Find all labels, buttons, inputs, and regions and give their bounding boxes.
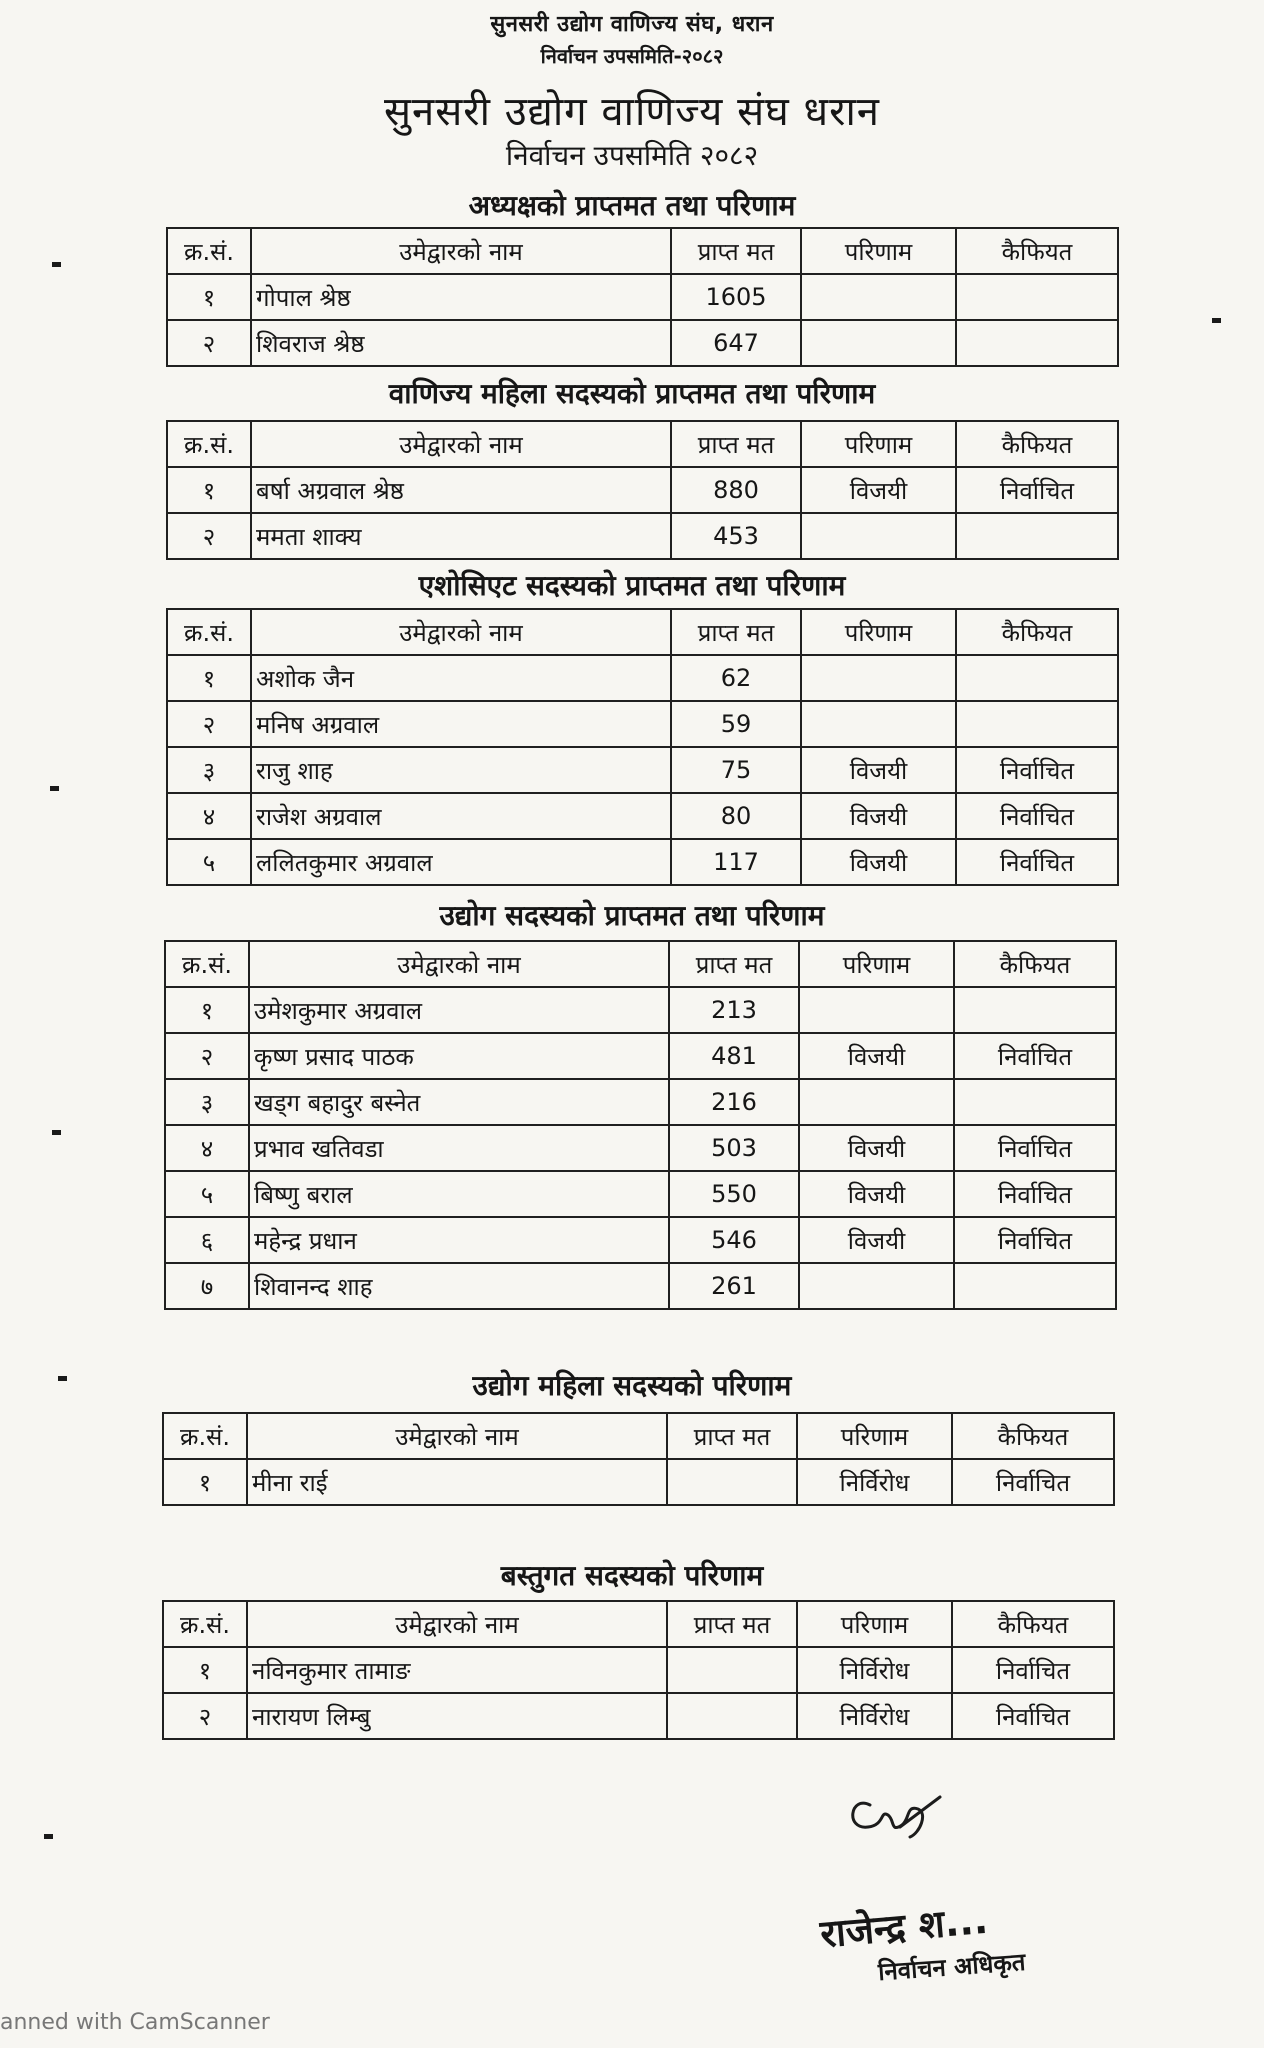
cell-remarks bbox=[954, 1263, 1116, 1309]
col-header-votes: प्राप्त मत bbox=[671, 421, 801, 467]
cell-candidate-name: कृष्ण प्रसाद पाठक bbox=[249, 1033, 669, 1079]
col-header-result: परिणाम bbox=[797, 1601, 952, 1647]
scan-speck bbox=[50, 786, 59, 791]
cell-candidate-name: ममता शाक्य bbox=[251, 513, 671, 559]
header-row bbox=[167, 228, 1118, 274]
industry-women-results-table bbox=[162, 1412, 1115, 1506]
cell-candidate-name: प्रभाव खतिवडा bbox=[249, 1125, 669, 1171]
cell-candidate-name: नविनकुमार तामाङ bbox=[247, 1647, 667, 1693]
cell-sn: ६ bbox=[165, 1217, 249, 1263]
cell-result bbox=[801, 274, 956, 320]
section-title-industry: उद्योग सदस्यको प्राप्तमत तथा परिणाम bbox=[439, 899, 825, 932]
cell-candidate-name: ललितकुमार अग्रवाल bbox=[251, 839, 671, 885]
commodity-results-table bbox=[162, 1600, 1115, 1740]
scan-speck bbox=[44, 1834, 53, 1839]
col-header-sn: क्र.सं. bbox=[167, 228, 251, 274]
header-row bbox=[163, 1413, 1114, 1459]
header-row bbox=[167, 609, 1118, 655]
cell-votes: 1605 bbox=[671, 274, 801, 320]
cell-votes bbox=[667, 1647, 797, 1693]
cell-votes: 503 bbox=[669, 1125, 799, 1171]
cell-result bbox=[801, 701, 956, 747]
cell-result bbox=[801, 655, 956, 701]
col-header-name: उमेद्वारको नाम bbox=[251, 609, 671, 655]
table-row bbox=[167, 839, 1118, 885]
stamp-line-committee: निर्वाचन उपसमिति-२०८२ bbox=[540, 44, 724, 68]
cell-remarks: निर्वाचित bbox=[956, 467, 1118, 513]
cell-votes: 213 bbox=[669, 987, 799, 1033]
table-row bbox=[167, 274, 1118, 320]
cell-result: विजयी bbox=[799, 1033, 954, 1079]
col-header-result: परिणाम bbox=[799, 941, 954, 987]
cell-result bbox=[799, 1263, 954, 1309]
cell-remarks: निर्वाचित bbox=[952, 1459, 1114, 1505]
col-header-result: परिणाम bbox=[801, 228, 956, 274]
cell-candidate-name: महेन्द्र प्रधान bbox=[249, 1217, 669, 1263]
cell-sn: १ bbox=[165, 987, 249, 1033]
col-header-sn: क्र.सं. bbox=[167, 421, 251, 467]
header-row bbox=[165, 941, 1116, 987]
cell-candidate-name: बिष्णु बराल bbox=[249, 1171, 669, 1217]
cell-sn: ५ bbox=[165, 1171, 249, 1217]
col-header-remarks: कैफियत bbox=[956, 421, 1118, 467]
col-header-result: परिणाम bbox=[797, 1413, 952, 1459]
table-row bbox=[167, 320, 1118, 366]
table-row bbox=[165, 987, 1116, 1033]
cell-candidate-name: उमेशकुमार अग्रवाल bbox=[249, 987, 669, 1033]
cell-votes: 59 bbox=[671, 701, 801, 747]
col-header-name: उमेद्वारको नाम bbox=[249, 941, 669, 987]
cell-candidate-name: खड्ग बहादुर बस्नेत bbox=[249, 1079, 669, 1125]
cell-candidate-name: अशोक जैन bbox=[251, 655, 671, 701]
cell-result: निर्विरोध bbox=[797, 1647, 952, 1693]
col-header-name: उमेद्वारको नाम bbox=[251, 421, 671, 467]
col-header-sn: क्र.सं. bbox=[165, 941, 249, 987]
section-title-commodity: बस्तुगत सदस्यको परिणाम bbox=[500, 1559, 764, 1592]
cell-sn: ४ bbox=[165, 1125, 249, 1171]
cell-votes bbox=[667, 1693, 797, 1739]
cell-remarks: निर्वाचित bbox=[952, 1693, 1114, 1739]
cell-remarks bbox=[954, 987, 1116, 1033]
cell-votes: 62 bbox=[671, 655, 801, 701]
section-title-president: अध्यक्षको प्राप्तमत तथा परिणाम bbox=[468, 189, 796, 222]
cell-sn: १ bbox=[167, 274, 251, 320]
cell-result: निर्विरोध bbox=[797, 1459, 952, 1505]
cell-candidate-name: राजु शाह bbox=[251, 747, 671, 793]
cell-remarks: निर्वाचित bbox=[954, 1125, 1116, 1171]
cell-candidate-name: शिवानन्द शाह bbox=[249, 1263, 669, 1309]
officer-title: निर्वाचन अधिकृत bbox=[877, 1947, 1027, 1987]
cell-votes: 880 bbox=[671, 467, 801, 513]
cell-result bbox=[799, 987, 954, 1033]
col-header-remarks: कैफियत bbox=[952, 1601, 1114, 1647]
cell-result bbox=[801, 320, 956, 366]
cell-remarks: निर्वाचित bbox=[956, 747, 1118, 793]
col-header-name: उमेद्वारको नाम bbox=[247, 1601, 667, 1647]
cell-votes: 261 bbox=[669, 1263, 799, 1309]
cell-remarks bbox=[954, 1079, 1116, 1125]
table-row bbox=[167, 513, 1118, 559]
cell-candidate-name: राजेश अग्रवाल bbox=[251, 793, 671, 839]
header-row bbox=[167, 421, 1118, 467]
cell-result: विजयी bbox=[799, 1171, 954, 1217]
cell-remarks: निर्वाचित bbox=[954, 1033, 1116, 1079]
col-header-result: परिणाम bbox=[801, 421, 956, 467]
cell-votes: 216 bbox=[669, 1079, 799, 1125]
cell-sn: ३ bbox=[167, 747, 251, 793]
section-title-industry-women: उद्योग महिला सदस्यको परिणाम bbox=[472, 1369, 792, 1402]
cell-sn: २ bbox=[167, 320, 251, 366]
cell-sn: ७ bbox=[165, 1263, 249, 1309]
col-header-sn: क्र.सं. bbox=[163, 1413, 247, 1459]
cell-votes: 453 bbox=[671, 513, 801, 559]
col-header-sn: क्र.सं. bbox=[167, 609, 251, 655]
header-row bbox=[163, 1601, 1114, 1647]
cell-candidate-name: नारायण लिम्बु bbox=[247, 1693, 667, 1739]
cell-remarks: निर्वाचित bbox=[954, 1217, 1116, 1263]
table-row bbox=[165, 1217, 1116, 1263]
scan-speck bbox=[52, 1130, 61, 1135]
scanner-watermark: anned with CamScanner bbox=[0, 2010, 270, 2035]
cell-result bbox=[799, 1079, 954, 1125]
col-header-votes: प्राप्त मत bbox=[667, 1601, 797, 1647]
cell-candidate-name: बर्षा अग्रवाल श्रेष्ठ bbox=[251, 467, 671, 513]
cell-votes: 117 bbox=[671, 839, 801, 885]
cell-remarks bbox=[956, 655, 1118, 701]
cell-remarks bbox=[956, 320, 1118, 366]
cell-sn: ५ bbox=[167, 839, 251, 885]
col-header-votes: प्राप्त मत bbox=[667, 1413, 797, 1459]
cell-candidate-name: गोपाल श्रेष्ठ bbox=[251, 274, 671, 320]
cell-candidate-name: मीना राई bbox=[247, 1459, 667, 1505]
cell-result: विजयी bbox=[801, 793, 956, 839]
cell-votes: 75 bbox=[671, 747, 801, 793]
section-title-associate: एशोसिएट सदस्यको प्राप्तमत तथा परिणाम bbox=[418, 569, 846, 602]
cell-remarks bbox=[956, 513, 1118, 559]
page-subtitle: निर्वाचन उपसमिति २०८२ bbox=[505, 139, 759, 172]
industry-results-table bbox=[164, 940, 1117, 1310]
table-row bbox=[165, 1033, 1116, 1079]
table-row bbox=[165, 1125, 1116, 1171]
cell-votes bbox=[667, 1459, 797, 1505]
table-row bbox=[167, 793, 1118, 839]
scan-speck bbox=[52, 262, 61, 267]
table-row bbox=[167, 467, 1118, 513]
table-row bbox=[163, 1459, 1114, 1505]
cell-candidate-name: शिवराज श्रेष्ठ bbox=[251, 320, 671, 366]
cell-sn: १ bbox=[163, 1647, 247, 1693]
table-row bbox=[165, 1171, 1116, 1217]
cell-votes: 80 bbox=[671, 793, 801, 839]
cell-votes: 546 bbox=[669, 1217, 799, 1263]
cell-result: विजयी bbox=[799, 1125, 954, 1171]
table-row bbox=[165, 1263, 1116, 1309]
col-header-remarks: कैफियत bbox=[954, 941, 1116, 987]
cell-sn: १ bbox=[167, 655, 251, 701]
col-header-votes: प्राप्त मत bbox=[669, 941, 799, 987]
table-row bbox=[167, 701, 1118, 747]
president-results-table bbox=[166, 227, 1119, 367]
cell-result: विजयी bbox=[801, 747, 956, 793]
col-header-remarks: कैफियत bbox=[952, 1413, 1114, 1459]
cell-votes: 647 bbox=[671, 320, 801, 366]
cell-sn: २ bbox=[165, 1033, 249, 1079]
col-header-votes: प्राप्त मत bbox=[671, 609, 801, 655]
cell-sn: १ bbox=[163, 1459, 247, 1505]
table-row bbox=[163, 1693, 1114, 1739]
table-row bbox=[167, 747, 1118, 793]
cell-result: निर्विरोध bbox=[797, 1693, 952, 1739]
col-header-result: परिणाम bbox=[801, 609, 956, 655]
scan-speck bbox=[1212, 318, 1221, 323]
cell-remarks: निर्वाचित bbox=[956, 793, 1118, 839]
table-row bbox=[167, 655, 1118, 701]
stamp-line-org: सुनसरी उद्योग वाणिज्य संघ, धरान bbox=[490, 12, 774, 37]
col-header-sn: क्र.सं. bbox=[163, 1601, 247, 1647]
cell-result: विजयी bbox=[801, 467, 956, 513]
cell-sn: २ bbox=[163, 1693, 247, 1739]
col-header-votes: प्राप्त मत bbox=[671, 228, 801, 274]
cell-result: विजयी bbox=[799, 1217, 954, 1263]
cell-remarks: निर्वाचित bbox=[952, 1647, 1114, 1693]
cell-sn: २ bbox=[167, 701, 251, 747]
scan-speck bbox=[58, 1376, 67, 1381]
col-header-name: उमेद्वारको नाम bbox=[251, 228, 671, 274]
cell-result: विजयी bbox=[801, 839, 956, 885]
cell-result bbox=[801, 513, 956, 559]
cell-sn: १ bbox=[167, 467, 251, 513]
cell-remarks bbox=[956, 701, 1118, 747]
commerce-women-results-table bbox=[166, 420, 1119, 560]
associate-results-table bbox=[166, 608, 1119, 886]
col-header-remarks: कैफियत bbox=[956, 609, 1118, 655]
cell-votes: 481 bbox=[669, 1033, 799, 1079]
table-row bbox=[165, 1079, 1116, 1125]
section-title-commerce-women: वाणिज्य महिला सदस्यको प्राप्तमत तथा परिणाम bbox=[388, 377, 876, 410]
cell-sn: ४ bbox=[167, 793, 251, 839]
cell-sn: ३ bbox=[165, 1079, 249, 1125]
table-row bbox=[163, 1647, 1114, 1693]
officer-name: राजेन्द्र श... bbox=[818, 1897, 990, 1957]
cell-remarks bbox=[956, 274, 1118, 320]
cell-remarks: निर्वाचित bbox=[956, 839, 1118, 885]
cell-candidate-name: मनिष अग्रवाल bbox=[251, 701, 671, 747]
cell-remarks: निर्वाचित bbox=[954, 1171, 1116, 1217]
cell-sn: २ bbox=[167, 513, 251, 559]
col-header-remarks: कैफियत bbox=[956, 228, 1118, 274]
col-header-name: उमेद्वारको नाम bbox=[247, 1413, 667, 1459]
page-title: सुनसरी उद्योग वाणिज्य संघ धरान bbox=[383, 89, 881, 135]
signature-mark bbox=[840, 1775, 960, 1845]
cell-votes: 550 bbox=[669, 1171, 799, 1217]
